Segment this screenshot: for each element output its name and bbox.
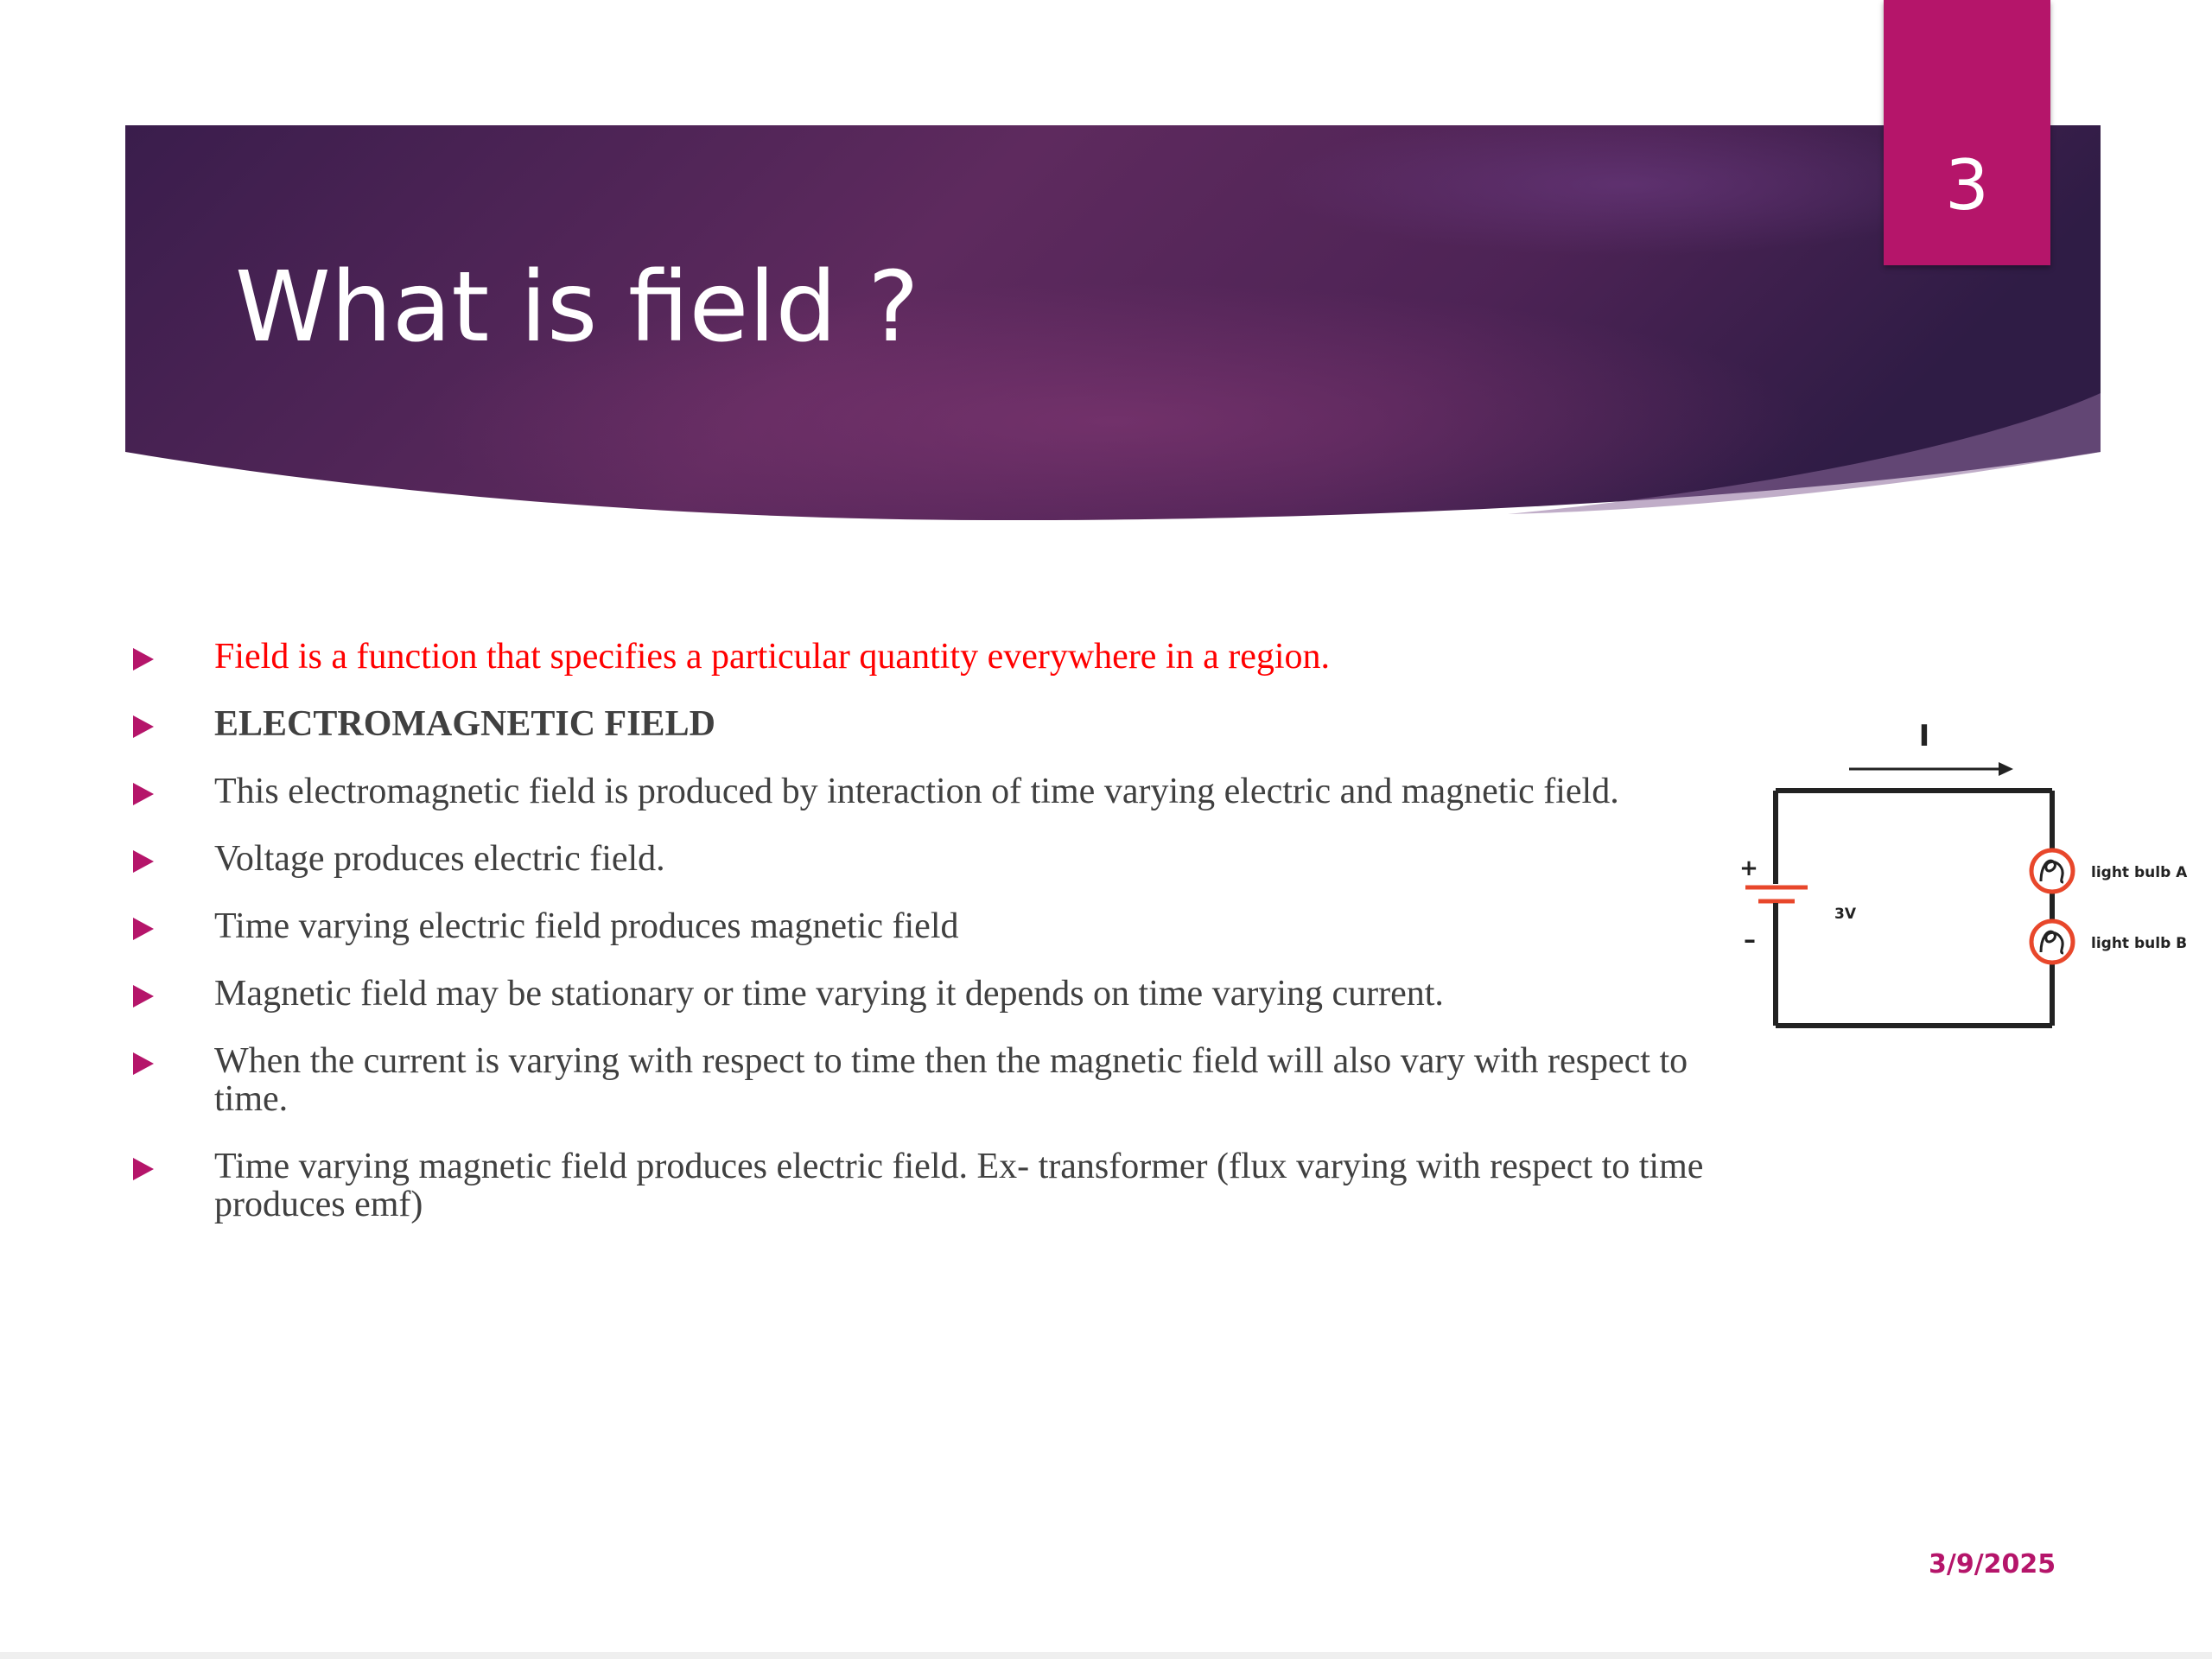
- page-number: 3: [1945, 145, 1989, 226]
- bullet-text: Field is a function that specifies a particular quantity everywhere in a region.: [214, 637, 1331, 677]
- circuit-wires: [1776, 791, 2052, 1026]
- slide-title: What is field ?: [235, 251, 919, 364]
- current-label: I: [1918, 721, 1930, 753]
- bullet-item: [128, 705, 1770, 743]
- circuit-diagram: [1737, 721, 2195, 1041]
- bullet-arrow-icon: [133, 1158, 154, 1180]
- bullet-item: [128, 1042, 1770, 1118]
- battery-minus-label: –: [1744, 925, 1756, 954]
- bullet-text: When the current is varying with respect to time then the magnetic field will also vary with respect to time.: [214, 1041, 1688, 1119]
- bullet-text: This electromagnetic field is produced by interaction of time varying electric and magnetic field.: [214, 772, 1619, 811]
- battery-icon: [1745, 887, 1808, 913]
- bullet-arrow-icon: [133, 850, 154, 873]
- light-bulb-b-label: light bulb B: [2091, 935, 2188, 952]
- bullet-item: [128, 907, 1770, 945]
- light-bulb-a-label: light bulb A: [2091, 864, 2188, 881]
- bullet-arrow-icon: [133, 1052, 154, 1075]
- bullet-text: Voltage produces electric field.: [214, 839, 665, 879]
- bullet-text: Magnetic field may be stationary or time varying it depends on time varying current.: [214, 974, 1444, 1014]
- slide-date: 3/9/2025: [1929, 1549, 2056, 1580]
- battery-voltage-label: 3V: [1834, 906, 1856, 923]
- circuit-svg: [1737, 721, 2195, 1041]
- bullet-arrow-icon: [133, 715, 154, 738]
- bullet-arrow-icon: [133, 648, 154, 671]
- battery-plus-label: +: [1739, 855, 1758, 881]
- bullet-item: [128, 975, 1770, 1013]
- slide-bottom-edge: [0, 1652, 2212, 1659]
- bullet-item: [128, 772, 1770, 810]
- bullet-text: Time varying electric field produces magnetic field: [214, 906, 959, 946]
- current-arrow-icon: [1849, 762, 2013, 776]
- bullet-arrow-icon: [133, 783, 154, 805]
- light-bulb-a-icon: [2031, 850, 2073, 892]
- light-bulb-b-icon: [2031, 921, 2073, 963]
- page-number-tab: [1884, 0, 2050, 265]
- bullet-item: [128, 1147, 1770, 1224]
- bullet-item: [128, 840, 1770, 878]
- bullet-item: [128, 638, 1770, 676]
- bullet-arrow-icon: [133, 918, 154, 940]
- bullet-text: Time varying magnetic field produces electric field. Ex- transformer (flux varying with respect to time produces emf): [214, 1147, 1704, 1224]
- bullet-text: ELECTROMAGNETIC FIELD: [214, 704, 715, 744]
- bullet-arrow-icon: [133, 985, 154, 1007]
- bullet-list: [128, 638, 1770, 1253]
